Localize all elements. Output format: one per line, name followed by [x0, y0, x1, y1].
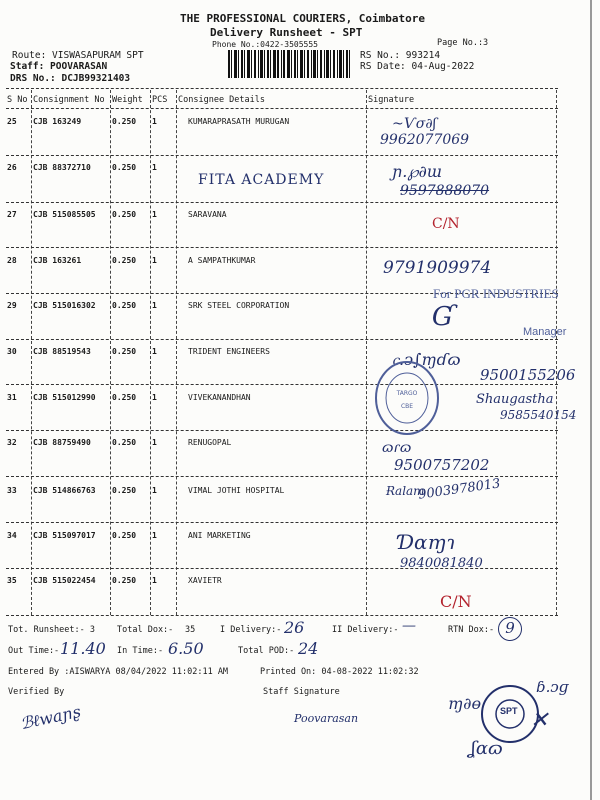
column-divider [150, 90, 151, 615]
row-consignee: KUMARAPRASATH MURUGAN [188, 117, 290, 126]
total-pod-label: Total POD:- [238, 646, 295, 656]
row-divider [6, 247, 558, 248]
handwritten-phone: 9597888070 [400, 183, 490, 199]
col-header-sno: S No [7, 95, 28, 105]
row-weight: 0.250 [112, 163, 137, 172]
handwritten-phone: 9500757202 [394, 456, 490, 474]
i-delivery-label: I Delivery:- [220, 625, 282, 635]
col-header-consignment: Consignment No [33, 95, 105, 105]
row-consignment: CJB 515097017 [33, 531, 96, 540]
row-consignment: CJB 514866763 [33, 486, 96, 495]
manager-stamp-text: Manager [523, 326, 567, 338]
company-stamp-icon [374, 360, 440, 436]
handwritten-cn-mark: C/N [432, 216, 460, 232]
signature-scribble: ⲥ.ↄ∫ɱɗɷ [392, 350, 461, 369]
entered-by: Entered By :AISWARYA 08/04/2022 11:02:11 AM [8, 667, 229, 677]
column-divider [556, 90, 557, 615]
column-divider [31, 90, 32, 615]
col-header-consignee: Consignee Details [178, 95, 265, 105]
row-pcs: 1 [152, 163, 157, 172]
row-sno: 26 [7, 163, 17, 172]
row-pcs: 1 [152, 117, 157, 126]
total-dox-label: Total Dox:- [117, 625, 174, 635]
drs-number: DRS No.: DCJB99321403 [10, 73, 131, 84]
handwritten-phone: 9840081840 [400, 556, 483, 571]
row-sno: 31 [7, 393, 17, 402]
row-consignee: SARAVANA [188, 210, 227, 219]
staff-label: Staff: POOVARASAN [10, 61, 108, 72]
in-time-label: In Time:- [117, 646, 164, 656]
row-sno: 30 [7, 347, 17, 356]
col-header-signature: Signature [368, 95, 415, 105]
row-consignment: CJB 88372710 [33, 163, 91, 172]
row-divider [6, 339, 558, 340]
signature-scribble: ɷɾɷ [382, 440, 412, 456]
row-pcs: 1 [152, 438, 157, 447]
row-sno: 29 [7, 301, 17, 310]
row-consignment: CJB 163249 [33, 117, 82, 126]
row-consignment: CJB 88519543 [33, 347, 91, 356]
signature-scribble: ɱ∂ɵ [448, 694, 482, 713]
staff-signature-label: Staff Signature [263, 687, 340, 697]
col-header-pcs: PCS [152, 95, 168, 105]
row-divider [6, 430, 558, 431]
row-weight: 0.250 [112, 301, 137, 310]
signature-scribble: ✕ [530, 708, 549, 733]
rtn-dox-label: RTN Dox:- [448, 625, 495, 635]
phone-number: Phone No.:0422-3505555 [212, 40, 318, 49]
row-pcs: 1 [152, 393, 157, 402]
row-sno: 27 [7, 210, 17, 219]
table-top-rule [6, 88, 558, 89]
col-header-weight: Weight [112, 95, 143, 105]
ii-delivery-dash: — [402, 618, 416, 634]
row-divider [6, 384, 558, 385]
signature-scribble: Ɍalam [386, 484, 425, 498]
row-consignee: ANI MARKETING [188, 531, 251, 540]
row-consignee: A SAMPATHKUMAR [188, 256, 256, 265]
table-bottom-rule [6, 615, 558, 616]
row-sno: 35 [7, 576, 17, 585]
row-weight: 0.250 [112, 393, 137, 402]
out-time-label: Out Time:- [8, 646, 60, 656]
row-pcs: 1 [152, 531, 157, 540]
row-consignment: CJB 515012990 [33, 393, 96, 402]
row-divider [6, 522, 558, 523]
signature-scribble: ɲ.℘∂ɯ [392, 162, 442, 181]
handwritten-phone: 9500155206 [480, 366, 576, 384]
signature-scribble: ɓ.ᴐɡ [536, 678, 569, 696]
row-weight: 0.250 [112, 117, 137, 126]
signature-scribble: ~Ѵσ∂ʃ [392, 116, 437, 132]
rs-number: RS No.: 993214 [360, 50, 441, 61]
company-stamp-text: For PGR INDUSTRIES [433, 286, 559, 301]
row-sno: 33 [7, 486, 17, 495]
row-divider [6, 155, 558, 156]
signature-scribble: ʆɑɷ [470, 738, 503, 759]
handwritten-phone: 9585540154 [500, 408, 577, 422]
company-name: THE PROFESSIONAL COURIERS, Coimbatore [180, 12, 426, 25]
row-weight: 0.250 [112, 256, 137, 265]
row-pcs: 1 [152, 486, 157, 495]
row-consignee: SRK STEEL CORPORATION [188, 301, 290, 310]
route-label: Route: VISWASAPURAM SPT [12, 50, 144, 61]
row-weight: 0.250 [112, 347, 137, 356]
row-sno: 25 [7, 117, 17, 126]
column-divider [110, 90, 111, 615]
row-pcs: 1 [152, 347, 157, 356]
rs-date: RS Date: 04-Aug-2022 [360, 61, 475, 72]
total-runsheet: Tot. Runsheet:- 3 [8, 625, 95, 635]
signature-scribble: Ɠ [432, 302, 453, 332]
handwritten-phone: 9003978013 [417, 476, 502, 503]
row-weight: 0.250 [112, 576, 137, 585]
row-divider [6, 476, 558, 477]
out-time-value: 11.40 [60, 639, 106, 658]
row-consignee: VIMAL JOTHI HOSPITAL [188, 486, 285, 495]
page-number: Page No.:3 [437, 38, 489, 48]
row-consignee: TRIDENT ENGINEERS [188, 347, 270, 356]
row-sno: 34 [7, 531, 17, 540]
handwritten-phone: 9791909974 [383, 258, 492, 278]
row-pcs: 1 [152, 210, 157, 219]
signature-scribble: Ɗɑɱɿ [398, 530, 456, 554]
row-sno: 32 [7, 438, 17, 447]
row-weight: 0.250 [112, 531, 137, 540]
row-consignee: XAVIETR [188, 576, 222, 585]
row-consignment: CJB 515016302 [33, 301, 96, 310]
row-weight: 0.250 [112, 486, 137, 495]
i-delivery-value: 26 [284, 618, 305, 637]
in-time-value: 6.50 [168, 639, 204, 658]
row-consignee: RENUGOPAL [188, 438, 232, 447]
runsheet-title: Delivery Runsheet - SPT [210, 26, 363, 39]
handwritten-name: Shaugastha [476, 392, 554, 407]
svg-text:TARGO: TARGO [396, 390, 418, 397]
verified-by-label: Verified By [8, 687, 65, 697]
total-pod-value: 24 [298, 639, 319, 658]
spt-stamp-label: SPT [500, 706, 518, 716]
staff-signature: Poovarasan [294, 712, 359, 725]
handwritten-consignee: FITA ACADEMY [198, 172, 325, 188]
ii-delivery-label: II Delivery:- [332, 625, 399, 635]
svg-text:CBE: CBE [400, 403, 414, 410]
row-pcs: 1 [152, 256, 157, 265]
row-consignment: CJB 163261 [33, 256, 82, 265]
handwritten-cn-mark: C/N [440, 592, 472, 611]
column-divider [366, 90, 367, 615]
handwritten-phone: 9962077069 [380, 132, 470, 148]
row-consignment: CJB 515085505 [33, 210, 96, 219]
row-sno: 28 [7, 256, 17, 265]
rtn-dox-value: 9 [498, 617, 522, 641]
verifier-signature: ℬℓwaɲʂ [18, 701, 83, 734]
row-consignee: VIVEKANANDHAN [188, 393, 251, 402]
total-dox-value: 35 [185, 625, 196, 635]
row-divider [6, 202, 558, 203]
row-pcs: 1 [152, 576, 157, 585]
row-consignment: CJB 88759490 [33, 438, 91, 447]
row-weight: 0.250 [112, 438, 137, 447]
row-weight: 0.250 [112, 210, 137, 219]
row-consignment: CJB 515022454 [33, 576, 96, 585]
barcode-icon [228, 50, 350, 78]
column-divider [176, 90, 177, 615]
printed-on: Printed On: 04-08-2022 11:02:32 [260, 667, 419, 677]
row-pcs: 1 [152, 301, 157, 310]
table-header-rule [6, 108, 558, 109]
page-edge-shadow [590, 0, 592, 800]
